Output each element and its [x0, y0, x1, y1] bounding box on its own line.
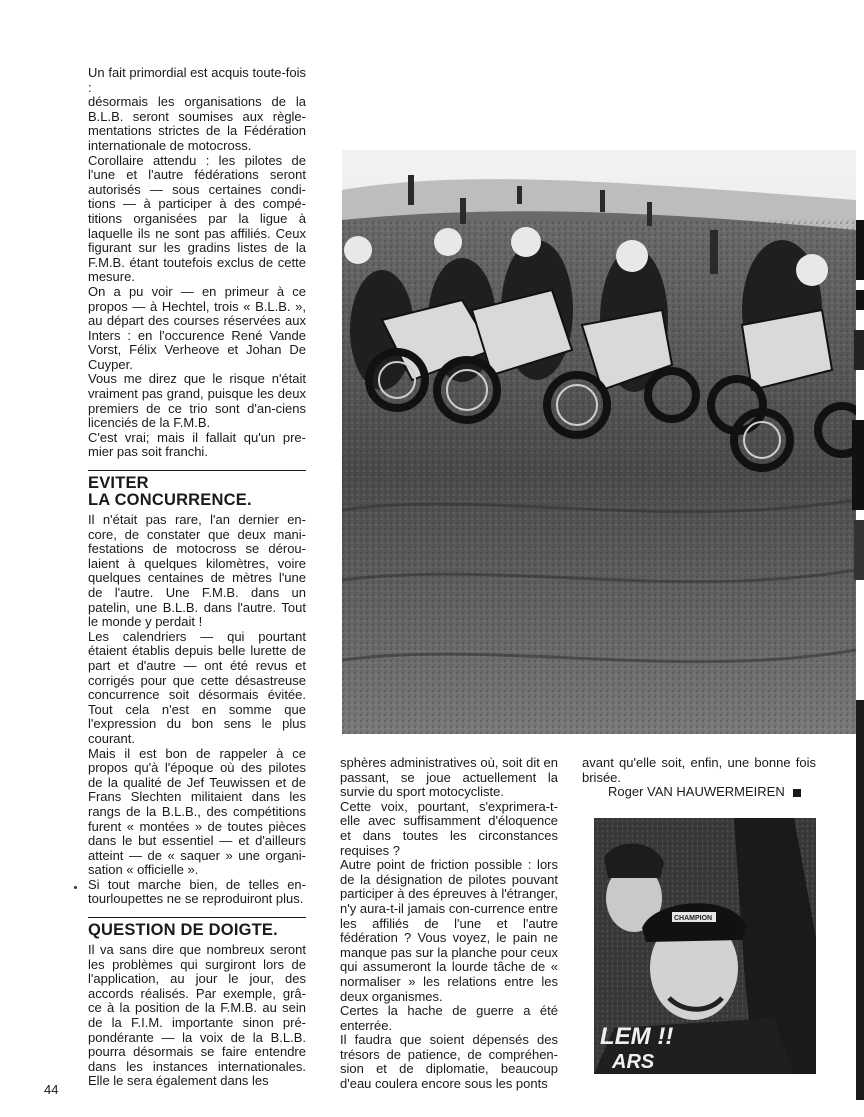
author-signature — [582, 785, 816, 800]
section-heading-eviter — [88, 470, 306, 509]
margin-dot — [74, 886, 77, 889]
article-column-right — [582, 756, 816, 800]
closing-paragraph: avant qu'elle soit, enfin, une bonne fois brisée. — [582, 755, 816, 785]
body-paragraph: Cette voix, pourtant, s'exprimera-t-elle avec suffisamment d'éloquence et dans toutes les circonstances requises ? — [340, 798, 558, 858]
body-paragraph: Autre point de friction possible : lors de la désignation de pilotes pouvant participer à des épreuves à l'étranger, n'y aura-t-il jamais con-currence entre les affiliés de l'une et l'autre fédération ? Vous voyez, le pain ne manque pas sur la planche pour ceux qui assumeront la lourde tâche de « normaliser » les relations entre les deux organismes. — [340, 857, 558, 1004]
body-paragraph: sphères administratives où, soit dit en passant, se joue actuellement la survie du sport motocycliste. — [340, 755, 558, 800]
motocross-start-photo — [342, 150, 856, 734]
body-paragraph: Les calendriers — qui pourtant étaient établis depuis belle lurette de part et d'autre — ont été revus et corrigés pour que cette désastreuse concurrence soit désormais évitée. Tout cela n'est en somme que l'expression du bon sens le plus courant. — [88, 628, 306, 746]
article-column-middle — [340, 756, 558, 1092]
body-paragraph: Mais il est bon de rappeler à ce propos qu'à l'époque où des pilotes de la qualité de Jef Teuwissen et de Frans Slechten militaient dans les rangs de la B.L.B., des compétitions furent « montées » de toutes pièces dans le but essentiel — et d'ailleurs atteint — de « saquer » une organi-sation « officielle ». — [88, 745, 306, 878]
intro-paragraph: Un fait primordial est acquis toute-fois : — [88, 65, 306, 95]
heading-line: LA CONCURRENCE. — [88, 491, 252, 510]
page-number: 44 — [44, 1082, 59, 1097]
portrait-cap-text: CHAMPION — [674, 915, 713, 922]
intro-paragraph: désormais les organisations de la B.L.B. seront soumises aux règle-mentations strictes de la Fédération internationale de motocross. — [88, 94, 306, 153]
author-name: Roger VAN HAUWERMEIREN — [608, 784, 785, 800]
portrait-jersey-text: LEM !! — [600, 1023, 674, 1050]
intro-paragraph: Corollaire attendu : les pilotes de l'une et l'autre fédérations seront autorisés — sous certaines condi-tions — à participer à des compé-titions organisées par la ligue à laquelle ils ne sont pas affiliés. Ceux figurant sur les gradins listes de la F.M.B. étant toutefois exclus de cette mesure. — [88, 152, 306, 285]
article-column-left — [88, 66, 306, 1089]
heading-line: EVITER — [88, 474, 149, 493]
riders-portrait-photo — [594, 818, 816, 1074]
section-heading-question: QUESTION DE DOIGTE. — [88, 917, 306, 939]
body-paragraph: Certes la hache de guerre a été enterrée. — [340, 1003, 558, 1033]
body-paragraph: Il va sans dire que nombreux seront les problèmes qui surgiront lors de l'application, au jour le jour, des accords réalisés. Par exemple, grâ-ce à la position de la F.M.B. au sein de la F.I.M. importante sinon pré-pondérante — la voix de la B.L.B. pourra désormais se faire entendre dans les instances internationales. Elle le sera également dans les — [88, 942, 306, 1089]
portrait-jersey-text: ARS — [612, 1051, 655, 1073]
end-of-article-mark — [793, 789, 801, 797]
intro-paragraph: On a pu voir — en primeur à ce propos — à Hechtel, trois « B.L.B. », au départ des courses réservées aux Inters : en l'occurence René Vande Vorst, Félix Verheove et Johan De Cuyper. — [88, 283, 306, 372]
body-paragraph: Il n'était pas rare, l'an dernier en-core, de constater que deux mani-festations de motocross se dérou-laient à quelques kilomètres, voire quelques centaines de mètres l'une de l'autre. Une F.M.B. dans un patelin, une B.L.B. dans l'autre. Tout le monde y perdait ! — [88, 512, 306, 630]
body-paragraph: Si tout marche bien, de telles en-tourloupettes ne se reproduiront plus. — [88, 876, 306, 907]
intro-paragraph: C'est vrai; mais il fallait qu'un pre-mier pas soit franchi. — [88, 429, 306, 460]
intro-paragraph: Vous me direz que le risque n'était vraiment pas grand, puisque les deux premiers de ce trio sont d'an-ciens licenciés de la F.M.B. — [88, 371, 306, 431]
body-paragraph: Il faudra que soient dépensés des trésors de patience, de compréhen-sion et de diplomatie, beaucoup d'eau coulera encore sous les ponts — [340, 1032, 558, 1092]
facing-page-edge — [850, 220, 864, 1100]
